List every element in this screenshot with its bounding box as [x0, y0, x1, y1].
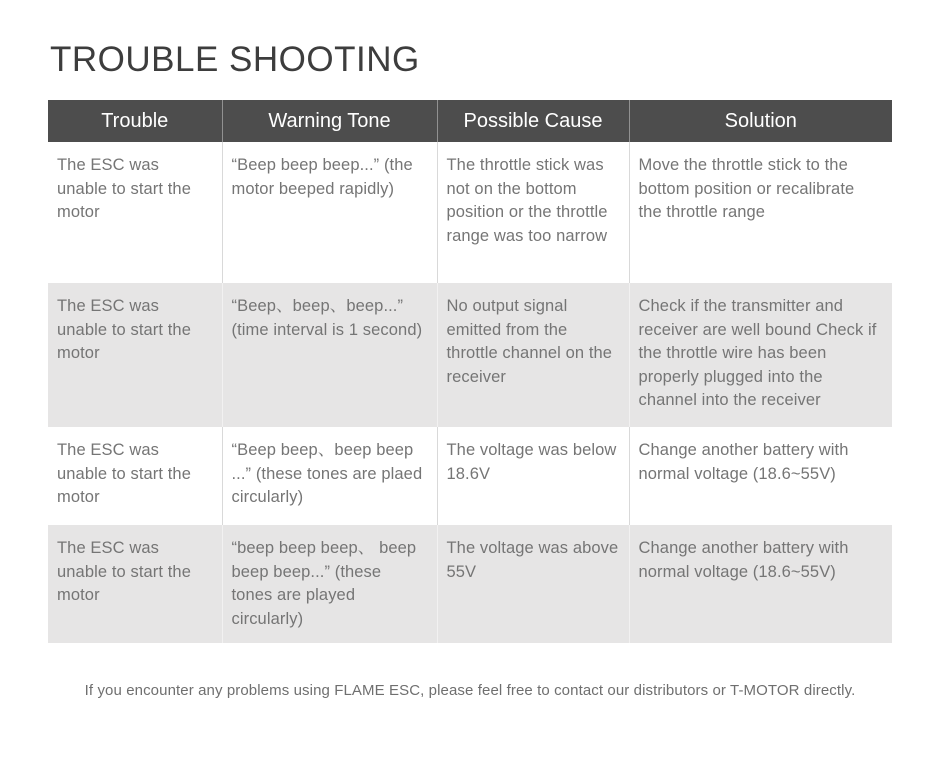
cell-solution: Move the throttle stick to the bottom position or recalibrate the throttle range	[629, 142, 892, 283]
table-row	[48, 525, 892, 643]
cell-trouble: The ESC was unable to start the motor	[57, 441, 191, 506]
cell-warning-tone: “Beep beep beep...” (the motor beeped rapidly)	[222, 142, 437, 283]
table-row	[48, 142, 892, 283]
cell-warning-tone: “beep beep beep、 beep beep beep...” (these tones are played circularly)	[222, 525, 437, 643]
cell-possible-cause: The throttle stick was not on the bottom position or the throttle range was too narrow	[437, 142, 629, 283]
cell-trouble: The ESC was unable to start the motor	[57, 297, 191, 362]
cell-possible-cause: The voltage was above 55V	[437, 525, 629, 643]
table-header-row	[48, 100, 892, 142]
cell-solution: Change another battery with normal voltage (18.6~55V)	[629, 427, 892, 525]
header-cell-possible-cause: Possible Cause	[437, 100, 629, 142]
cell-possible-cause: The voltage was below 18.6V	[437, 427, 629, 525]
header-cell-trouble: Trouble	[48, 100, 222, 142]
table-row	[48, 283, 892, 427]
cell-solution: Change another battery with normal voltage (18.6~55V)	[629, 525, 892, 643]
table-row	[48, 427, 892, 525]
cell-warning-tone: “Beep beep、beep beep ...” (these tones are plaed circularly)	[222, 427, 437, 525]
cell-solution: Check if the transmitter and receiver are well bound Check if the throttle wire has been properly plugged into the channel into the receiver	[629, 283, 892, 427]
cell-possible-cause: No output signal emitted from the throttle channel on the receiver	[437, 283, 629, 427]
header-cell-warning-tone: Warning Tone	[222, 100, 437, 142]
troubleshooting-table	[48, 100, 892, 643]
cell-warning-tone: “Beep、beep、beep...” (time interval is 1 second)	[222, 283, 437, 427]
header-cell-solution: Solution	[629, 100, 892, 142]
footer-note: If you encounter any problems using FLAME ESC, please feel free to contact our distributors or T-MOTOR directly.	[84, 682, 856, 699]
cell-trouble: The ESC was unable to start the motor	[57, 539, 191, 604]
cell-trouble: The ESC was unable to start the motor	[57, 156, 191, 221]
page-title: TROUBLE SHOOTING	[50, 40, 420, 79]
